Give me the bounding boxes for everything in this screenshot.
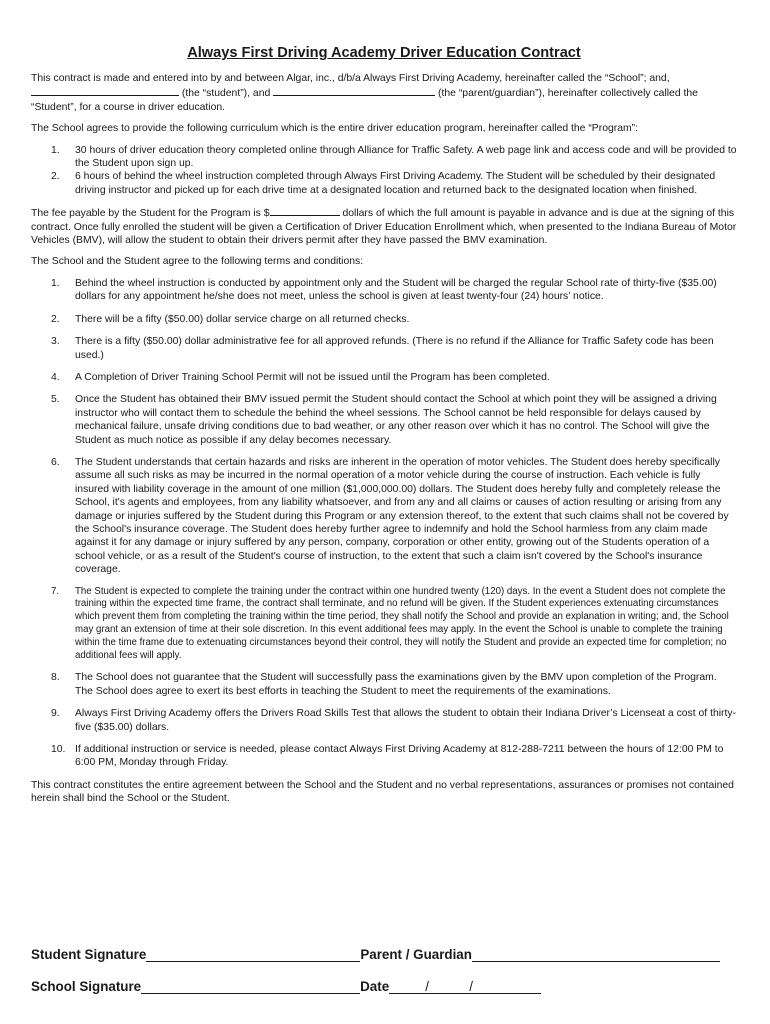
term-text: Once the Student has obtained their BMV issued permit the Student should contact the School at which point they will be assigned a driving instructor who will contact them to schedule the behind the wheel sessions. The School cannot be held responsible for delays caused by mechanical failure, unsafe driving conditions due to bad weather, or any other reason over which it has no control. The School will give the Student as much notice as possible if any delay becomes necessary. [75, 394, 717, 446]
student-signature-field[interactable] [146, 947, 360, 962]
term-item [31, 671, 737, 698]
term-number: 9. [51, 708, 60, 720]
curriculum-item-text: 6 hours of behind the wheel instruction completed through Always First Driving Academy. The Student will be scheduled by their designated driving instructor and picked up for each drive time at a designated location and returned back to the designated location when finished. [75, 171, 716, 196]
term-number: 7. [51, 585, 60, 597]
term-number: 4. [51, 371, 60, 383]
term-text: The Student understands that certain hazards and risks are inherent in the operation of motor vehicles. The Student does hereby specifically assume all such risks as may be incurred in the normal operation of a motor vehicle during the course of instruction. Each vehicle is fully insured with liability coverage in the amount of one million ($1,000,000.00) dollars. The Student does hereby fully and completely release the School, it's agents and employees, from any liability whatsoever, and from any and all claims or causes of action resulting or arising from any damage or injuries suffered by the Student during this Program or any extension thereof, to the extent that such claims shall not be covered by the School's insurance coverage. The Student does hereby further agree to indemnify and hold the School harmless from any claim made against it for any damage or injury suffered by any person, company, corporation or other entity, growing out of the Students operation of a school vehicle, or as a result of the Student's course of instruction, to the extent that such a claim isn't covered by the School's insurance coverage. [75, 456, 729, 576]
term-item [31, 456, 737, 577]
date-day-field[interactable] [431, 979, 467, 994]
term-text: Always First Driving Academy offers the Drivers Road Skills Test that allows the student to obtain their Indiana Driver’s Licenseat a cost of thirty-five ($35.00) dollars. [75, 708, 737, 733]
student-name-field[interactable] [31, 85, 179, 96]
fee-amount-field[interactable] [270, 205, 340, 216]
parent-guardian-label: Parent / Guardian [360, 947, 472, 962]
signature-row-2 [31, 976, 737, 994]
closing-paragraph: This contract constitutes the entire agreement between the School and the Student and no verbal representations, assurances or promises not contained herein shall bind the School or the Student. [31, 779, 734, 805]
date-month-field[interactable] [389, 979, 423, 994]
curriculum-item [31, 170, 737, 197]
term-item [31, 335, 737, 362]
term-text: There is a fifty ($50.00) dollar administrative fee for all approved refunds. (There is no refund if the Alliance for Traffic Safety code has been used.) [75, 336, 714, 361]
term-item [31, 371, 737, 384]
term-text: Behind the wheel instruction is conducted by appointment only and the Student will be charged the regular School rate of thirty-five ($35.00) dollars for any appointment he/she does not meet, unless the school is given at least twenty-four (24) hours’ notice. [75, 277, 717, 303]
intro-part-2: (the “student”), and [181, 88, 271, 100]
term-number: 6. [51, 456, 60, 468]
intro-paragraph [31, 72, 737, 114]
fee-part-2: dollars of which the full amount is payable in advance and is due at the signing of this contract. Once fully enrolled the student will be given a Certification of Driver Education Enrollment which, when presented to the Indiana Bureau of Motor Vehicles (BMV), will allow the student to obtain their drivers permit after they have passed the BMV examination. [31, 208, 737, 247]
term-text: A Completion of Driver Training School Permit will not be issued until the Program has been completed. [75, 371, 550, 383]
term-text: There will be a fifty ($50.00) dollar service charge on all returned checks. [75, 313, 410, 325]
intro-part-1: This contract is made and entered into by and between Algar, inc., d/b/a Always First Driving Academy, hereinafter called the “School”; and, [31, 73, 670, 84]
fee-paragraph [31, 205, 737, 247]
term-number: 8. [51, 672, 60, 684]
curriculum-item-number: 2. [51, 171, 60, 183]
term-item [31, 277, 737, 304]
date-separator: / [423, 979, 431, 994]
term-number: 3. [51, 336, 60, 348]
term-number: 10. [51, 744, 66, 755]
student-signature-label: Student Signature [31, 947, 147, 962]
date-label: Date [360, 979, 390, 994]
school-signature-label: School Signature [31, 979, 142, 994]
contract-title: Always First Driving Academy Driver Education Contract [187, 45, 581, 61]
date-separator: / [467, 979, 475, 994]
term-number: 1. [51, 277, 60, 289]
term-item [31, 707, 737, 734]
term-item [31, 313, 737, 326]
curriculum-item-text: 30 hours of driver education theory completed online through Alliance for Traffic Safety. A web page link and access code and will be provided to the Student upon sign up. [75, 144, 737, 170]
curriculum-item-number: 1. [51, 144, 60, 156]
school-signature-field[interactable] [141, 979, 360, 994]
curriculum-intro: The School agrees to provide the following curriculum which is the entire driver education program, hereinafter called the “Program”: [31, 123, 638, 135]
intro-part-3: (the “parent/guardian”), hereinafter collectively called the “Student”, for a course in driver education. [31, 88, 698, 113]
terms-list [31, 277, 737, 770]
term-item [31, 393, 737, 447]
curriculum-list [31, 144, 737, 198]
contract-document [31, 44, 737, 814]
term-number: 2. [51, 313, 60, 325]
date-year-field[interactable] [475, 979, 541, 994]
parent-signature-field[interactable] [472, 947, 720, 962]
term-item [31, 586, 737, 663]
terms-intro: The School and the Student agree to the following terms and conditions: [31, 256, 364, 268]
curriculum-item [31, 144, 737, 171]
term-text: The School does not guarantee that the Student will successfully pass the examinations given by the BMV upon completion of the Program. The School does agree to exert its best efforts in teaching the Student to meet the requirements of the examinations. [75, 672, 717, 697]
term-text: The Student is expected to complete the training under the contract within one hundred twenty (120) days. In the event a Student does not complete the training within the expected time frame, the contract shall terminate, and no refund will be given. If the Student experiences extenuating circumstances which prevent them from completing the training within the time period, they shall notify the School and provide an explanation in writing; and, the School may grant an extension of time at their sole discretion. In this event additional fees may apply. In the event the School is unable to complete the training within the time frame due to extenuating circumstances beyond their control, they will notify the Student and provide an expected time for completion; no additional fees will apply. [75, 585, 729, 661]
fee-part-1: The fee payable by the Student for the Program is $ [31, 208, 270, 220]
parent-name-field[interactable] [273, 85, 435, 96]
term-item [31, 743, 737, 770]
term-text: If additional instruction or service is needed, please contact Always First Driving Academy at 812-288-7211 between the hours of 12:00 PM to 6:00 PM, Monday through Friday. [75, 744, 724, 769]
signature-row-1 [31, 944, 737, 962]
signature-section [31, 944, 737, 1008]
term-number: 5. [51, 394, 60, 406]
